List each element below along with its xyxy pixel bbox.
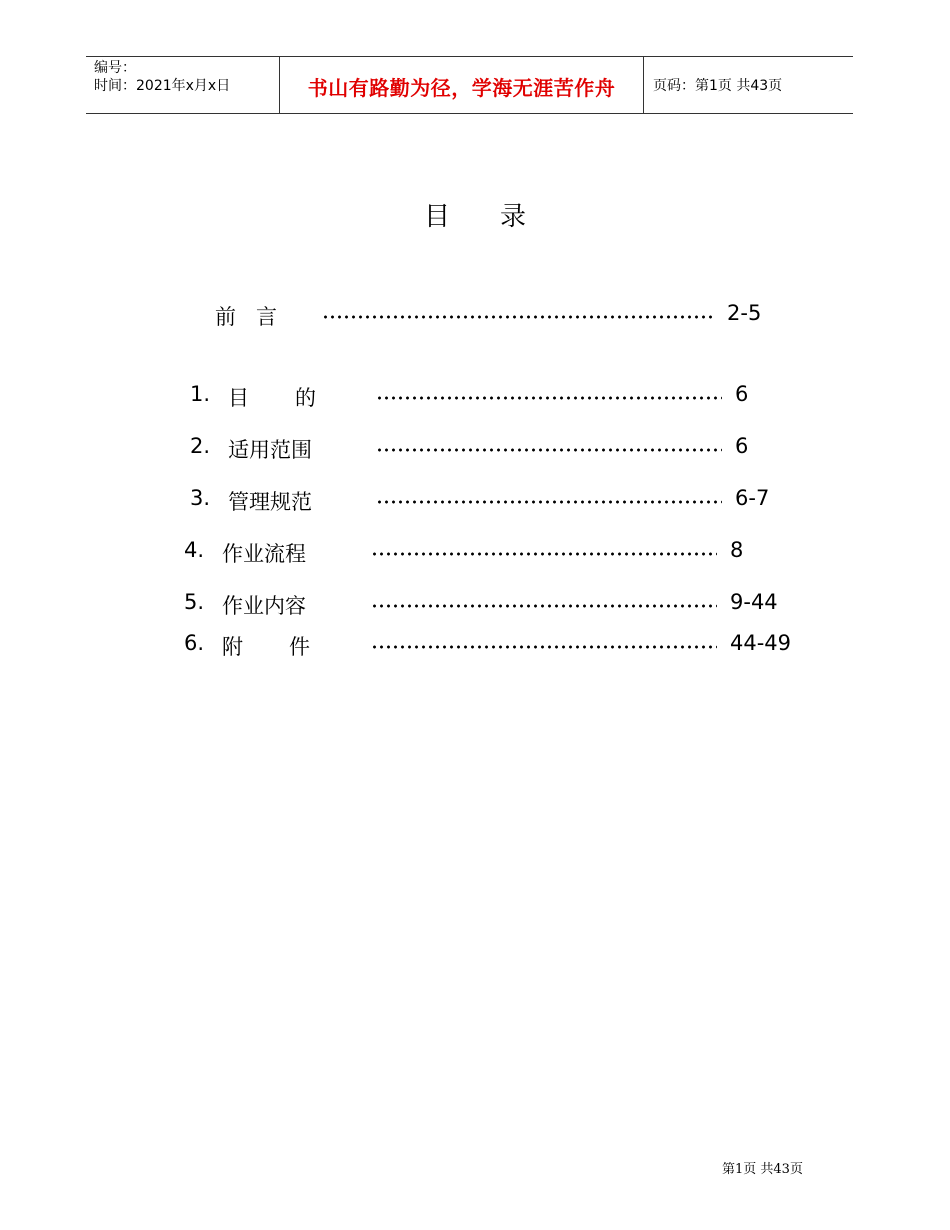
toc-label: 前言 [215, 305, 297, 329]
toc-label: 作业流程 [222, 542, 306, 566]
time-label: 时间：2021年x月x日 [94, 78, 231, 94]
toc-number: 3. [190, 486, 211, 510]
toc-label: 管理规范 [228, 490, 312, 514]
toc-leader-dots [371, 604, 717, 608]
toc-page-range: 6 [735, 382, 749, 406]
toc-row [0, 486, 950, 516]
toc-number: 6. [184, 631, 205, 655]
footer-page-number: 第1页 共43页 [722, 1162, 803, 1177]
toc-row [0, 434, 950, 464]
toc-row [0, 631, 950, 661]
toc-leader-dots [371, 645, 717, 649]
toc-leader-dots [376, 396, 722, 400]
toc-number: 1. [190, 382, 211, 406]
toc-leader-dots [376, 500, 722, 504]
toc-leader-dots [371, 552, 717, 556]
document-header [86, 56, 853, 114]
toc-number: 4. [184, 538, 205, 562]
toc-leader-dots [322, 315, 714, 319]
toc-number: 5. [184, 590, 205, 614]
toc-label: 目的 [228, 386, 362, 410]
toc-row [0, 590, 950, 620]
toc-label: 作业内容 [222, 594, 306, 618]
toc-page-range: 8 [730, 538, 744, 562]
page-title: 目录 [423, 202, 576, 232]
toc-page-range: 6 [735, 434, 749, 458]
toc-label: 适用范围 [228, 438, 312, 462]
toc-row [0, 382, 950, 412]
toc-page-range: 2-5 [727, 301, 762, 325]
toc-page-range: 44-49 [730, 631, 792, 655]
toc-row [0, 538, 950, 568]
toc-row-preface [0, 301, 950, 331]
header-page-info: 页码：第1页 共43页 [653, 78, 783, 94]
toc-label: 附件 [222, 635, 356, 659]
number-label: 编号： [94, 60, 136, 76]
header-motto: 书山有路勤为径，学海无涯苦作舟 [280, 57, 644, 113]
header-meta-cell [86, 57, 280, 113]
toc-leader-dots [376, 448, 722, 452]
toc-number: 2. [190, 434, 211, 458]
toc-page-range: 6-7 [735, 486, 770, 510]
toc-page-range: 9-44 [730, 590, 778, 614]
